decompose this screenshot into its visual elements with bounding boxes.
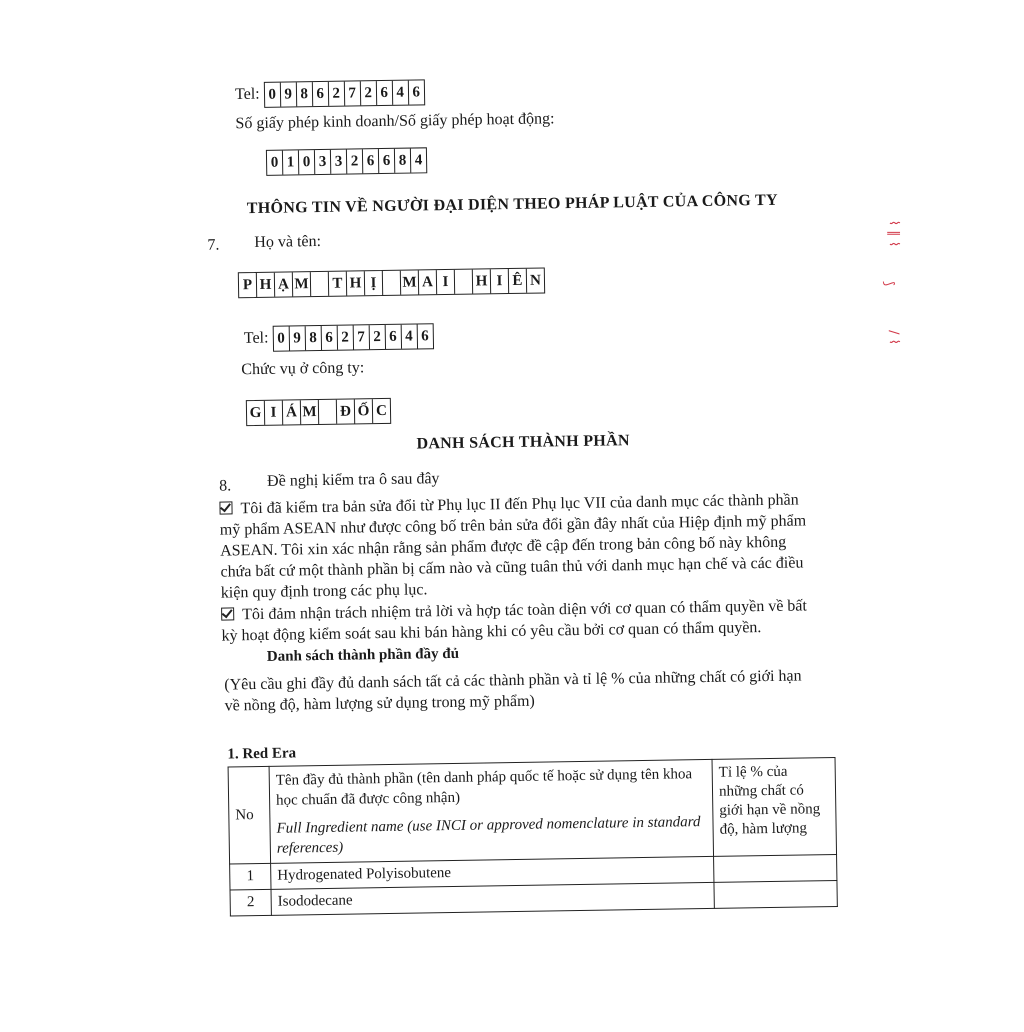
- license-boxes: [266, 147, 427, 176]
- char-box: [455, 270, 473, 294]
- char-box: G: [247, 401, 265, 425]
- row-no: 2: [230, 889, 271, 916]
- char-box: 3: [315, 150, 331, 174]
- item-number-7: 7.: [207, 236, 220, 254]
- name-label: Họ và tên:: [254, 232, 322, 252]
- char-box: 0: [267, 151, 283, 175]
- row-ingredient: Isododecane: [271, 882, 714, 915]
- stamp-mark-icon: ⌇ ∥ ⌇: [886, 219, 902, 248]
- license-label: Số giấy phép kinh doanh/Số giấy phép hoạt động:: [235, 110, 555, 133]
- company-tel: [235, 79, 425, 108]
- row-no: 1: [230, 863, 271, 890]
- representative-tel: [244, 323, 434, 352]
- table-header-row: [228, 757, 836, 864]
- char-box: 4: [392, 81, 408, 105]
- char-box: 2: [347, 149, 363, 173]
- char-box: 6: [376, 81, 392, 105]
- col-no-header: No: [228, 766, 271, 864]
- col-name-en: Full Ingredient name (use INCI or approved nomenclature in standard references): [276, 814, 701, 857]
- row-ratio: [714, 880, 837, 908]
- char-box: C: [375, 402, 388, 420]
- char-box: 8: [296, 82, 312, 106]
- char-box: Ố: [355, 399, 373, 423]
- char-box: 1: [283, 150, 299, 174]
- components-heading: DANH SÁCH THÀNH PHẦN: [416, 432, 630, 453]
- char-box: H: [347, 271, 365, 295]
- char-box: I: [437, 270, 455, 294]
- check1-line-4: kiện quy định trong các phụ lục.: [220, 581, 428, 602]
- stamp-mark-icon: ∕ ⌇: [885, 330, 901, 345]
- name-boxes: [238, 267, 545, 298]
- company-tel-boxes: [263, 79, 424, 108]
- char-box: Ị: [365, 271, 383, 295]
- char-box: 7: [344, 81, 360, 105]
- char-box: 6: [363, 149, 379, 173]
- char-box: 8: [305, 326, 321, 350]
- char-box: 2: [360, 81, 376, 105]
- char-box: 6: [312, 82, 328, 106]
- full-list-heading: Danh sách thành phần đầy đủ: [266, 645, 460, 665]
- char-box: 6: [321, 326, 337, 350]
- license-number: [266, 147, 427, 176]
- checkbox-icon[interactable]: [221, 607, 234, 620]
- char-box: 6: [412, 84, 421, 101]
- char-box: H: [257, 273, 275, 297]
- char-box: Ê: [509, 269, 527, 293]
- stamp-mark-icon: ⟆: [881, 280, 897, 287]
- check1-line-3: chứa bất cứ một thành phần bị cấm nào và cũng tuân thủ với danh mục hạn chế và các điều: [220, 554, 804, 581]
- position-boxes: [246, 398, 391, 426]
- char-box: H: [473, 269, 491, 293]
- item-number-8: 8.: [219, 477, 232, 495]
- check2-line-1: kỳ hoạt động kiểm soát sau khi bán hàng khi có yêu cầu bởi cơ quan có thẩm quyền.: [221, 619, 762, 645]
- char-box: Đ: [337, 399, 355, 423]
- check-block-1: [219, 489, 861, 604]
- char-box: 2: [369, 325, 385, 349]
- char-box: 7: [353, 325, 369, 349]
- char-box: T: [329, 272, 347, 296]
- char-box: N: [529, 272, 542, 289]
- representative-heading: THÔNG TIN VỀ NGƯỜI ĐẠI DIỆN THEO PHÁP LUẬT CỦA CÔNG TY: [246, 191, 778, 218]
- char-box: 6: [421, 328, 429, 345]
- char-box: 4: [401, 324, 417, 348]
- row-ratio: [714, 854, 837, 882]
- char-box: Á: [283, 400, 301, 424]
- position-label: Chức vụ ở công ty:: [241, 359, 365, 379]
- check2-line-0: Tôi đảm nhận trách nhiệm trả lời và hợp tác toàn diện với cơ quan có thẩm quyền về bất: [242, 597, 808, 624]
- char-box: M: [293, 272, 311, 296]
- char-box: 6: [385, 325, 401, 349]
- ingredients-table: [228, 757, 838, 917]
- col-name-vi: Tên đầy đủ thành phần (tên danh pháp quốc tế hoặc sử dụng tên khoa học chuẩn đã được công nhận): [275, 766, 693, 809]
- char-box: 0: [273, 326, 289, 350]
- row-ingredient: Hydrogenated Polyisobutene: [271, 856, 714, 889]
- note-line-0: (Yêu cầu ghi đầy đủ danh sách tất cả các thành phần và tỉ lệ % của những chất có giới hạn: [224, 667, 802, 694]
- checkbox-icon[interactable]: [219, 501, 232, 514]
- representative-name: [238, 267, 545, 298]
- char-box: 2: [328, 82, 344, 106]
- char-box: [311, 272, 329, 296]
- char-box: P: [239, 273, 257, 297]
- company-tel-label: Tel:: [234, 85, 260, 103]
- char-box: I: [265, 401, 283, 425]
- full-list-note: [224, 665, 865, 717]
- char-box: 0: [299, 150, 315, 174]
- check-block-2: [221, 595, 862, 647]
- components-intro: Đề nghị kiểm tra ô sau đây: [266, 470, 440, 490]
- char-box: I: [491, 269, 509, 293]
- char-box: Ạ: [275, 272, 293, 296]
- col-ratio-header: Tỉ lệ % của những chất có giới hạn về nồng độ, hàm lượng: [712, 757, 837, 856]
- product-title: 1. Red Era: [227, 745, 297, 763]
- representative-position: [246, 398, 391, 426]
- char-box: 3: [331, 150, 347, 174]
- char-box: M: [401, 270, 419, 294]
- char-box: 0: [264, 83, 280, 107]
- check1-line-1: mỹ phẩm ASEAN như được công bố trên bản sửa đổi gần đây nhất của Hiệp định mỹ phẩm: [219, 512, 807, 539]
- char-box: 6: [379, 149, 395, 173]
- char-box: [319, 400, 337, 424]
- char-box: [383, 271, 401, 295]
- check1-line-2: ASEAN. Tôi xin xác nhận rằng sản phẩm được đề cập đến trong bản công bố này không: [220, 533, 787, 560]
- note-line-1: về nồng độ, hàm lượng sử dụng trong mỹ phẩm): [224, 692, 535, 715]
- char-box: 2: [337, 325, 353, 349]
- char-box: A: [419, 270, 437, 294]
- char-box: 9: [280, 82, 296, 106]
- char-box: M: [301, 400, 319, 424]
- check1-line-0: Tôi đã kiểm tra bản sửa đổi từ Phụ lục II đến Phụ lục VII của danh mục các thành phần: [240, 491, 799, 518]
- char-box: 8: [395, 149, 411, 173]
- representative-tel-boxes: [272, 323, 433, 352]
- representative-tel-label: Tel:: [243, 329, 269, 347]
- char-box: 4: [414, 152, 423, 169]
- char-box: 9: [289, 326, 305, 350]
- col-name-header: [269, 759, 713, 863]
